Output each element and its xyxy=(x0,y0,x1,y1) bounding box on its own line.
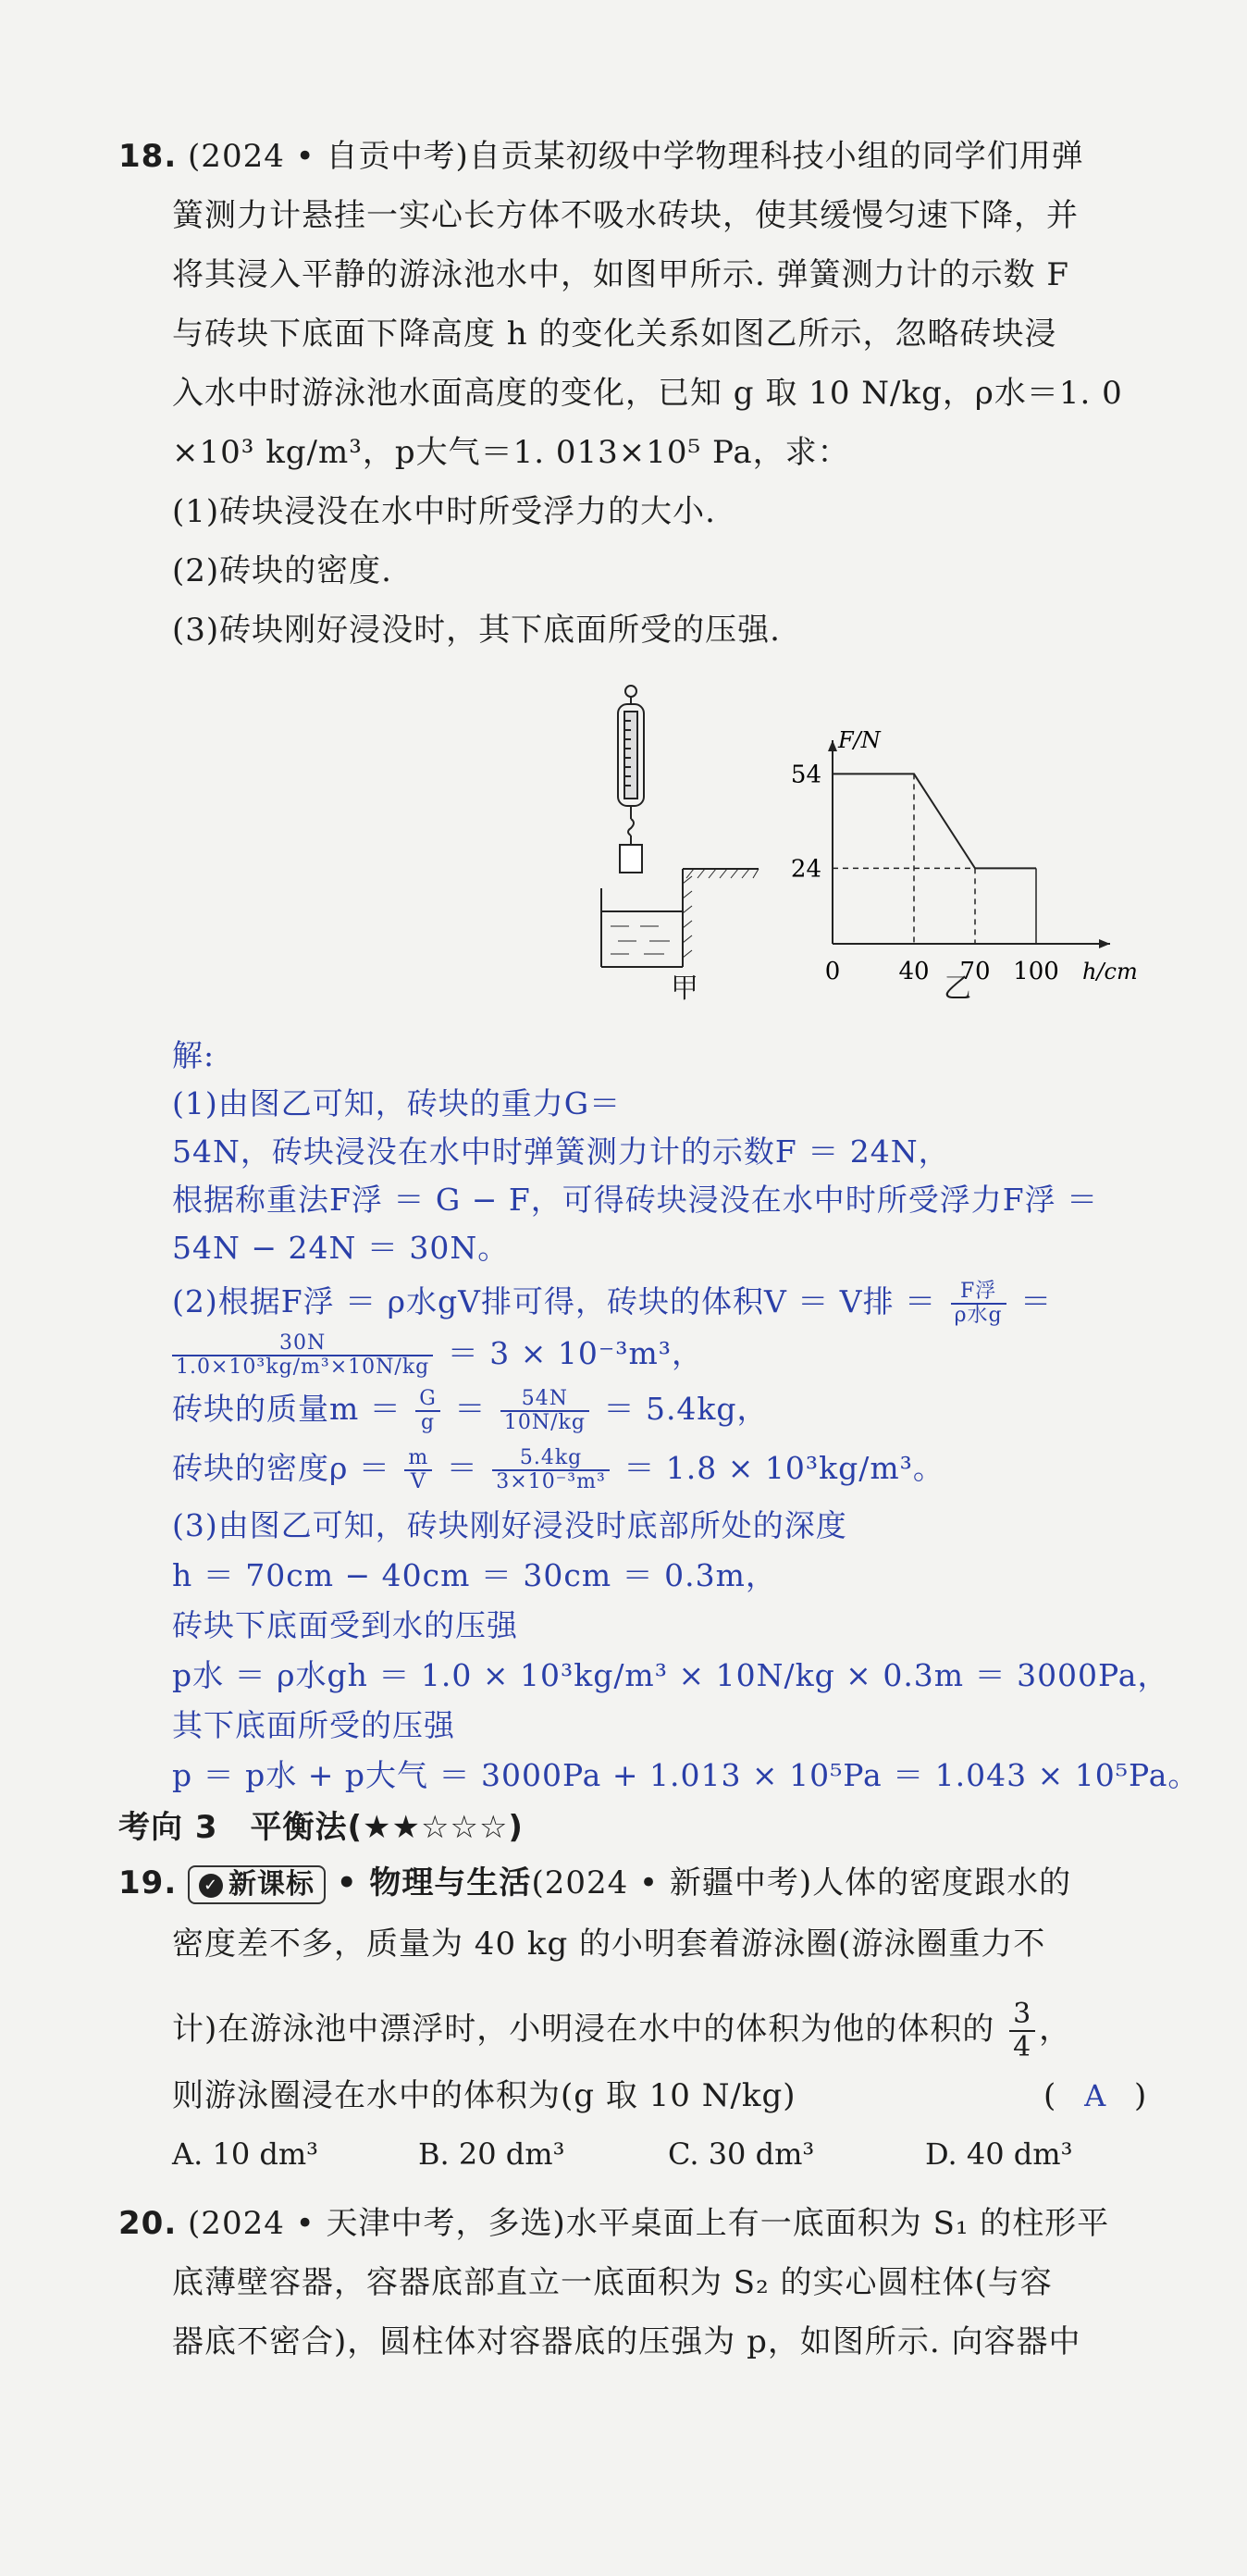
q19-answer-bracket xyxy=(1043,2076,1147,2115)
fraction-numerator: F浮 xyxy=(951,1281,1006,1305)
q19-option-b[interactable]: B. 20 dm³ xyxy=(418,2136,565,2172)
equals-sign: ＝ xyxy=(446,1450,478,1486)
density-label: 砖块的密度ρ ＝ xyxy=(172,1450,390,1486)
q19-answer: A xyxy=(1084,2078,1107,2113)
fraction-denominator: ρ水g xyxy=(954,1304,1003,1327)
solution-line-12: p水 ＝ ρ水gh ＝ 1.0 × 10³kg/m³ × 10N/kg × 0.3m ＝ 3000Pa， xyxy=(172,1657,1169,1693)
q20-line-3: 器底不密合)，圆柱体对容器底的压强为 p，如图所示. 向容器中 xyxy=(172,2323,1081,2360)
x-axis-label: h/cm xyxy=(1082,959,1138,985)
solution-line-1: (1)由图乙可知，砖块的重力G＝ xyxy=(172,1085,622,1121)
q20-text-1: (2024 • 天津中考，多选)水平桌面上有一底面积为 S₁ 的柱形平 xyxy=(188,2205,1110,2242)
y-tick-label: 54 xyxy=(790,761,821,789)
equals-sign: ＝ xyxy=(1020,1283,1053,1319)
q18-number: 18. xyxy=(118,138,178,175)
fraction-denominator: 10N/kg xyxy=(503,1411,586,1434)
solution-line-11: 砖块下底面受到水的压强 xyxy=(172,1607,518,1643)
q18-line-3: 将其浸入平静的游泳池水中，如图甲所示. 弹簧测力计的示数 F xyxy=(172,256,1070,293)
mass-result: ＝ 5.4kg， xyxy=(603,1391,769,1427)
q18-line-2: 簧测力计悬挂一实心长方体不吸水砖块，使其缓慢匀速下降，并 xyxy=(172,197,1079,234)
fraction-three-quarters xyxy=(1009,1999,1035,2063)
q19-option-a[interactable]: A. 10 dm³ xyxy=(172,2136,318,2172)
fraction-mass xyxy=(500,1388,589,1434)
q18-text-1: (2024 • 自贡中考)自贡某初级中学物理科技小组的同学们用弹 xyxy=(188,138,1084,175)
q19-text-1: (2024 • 新疆中考)人体的密度跟水的 xyxy=(531,1864,1072,1901)
section-3-title: 考向 3 平衡法(★★☆☆☆) xyxy=(118,1809,524,1846)
q18-line-6: ×10³ kg/m³，p大气＝1. 013×10⁵ Pa，求： xyxy=(172,434,850,471)
spring-scale-icon xyxy=(618,686,644,873)
fraction-denominator: 4 xyxy=(1013,2031,1032,2063)
q19-line-4: 则游泳圈浸在水中的体积为(g 取 10 N/kg) xyxy=(172,2077,796,2114)
x-axis-arrow-icon xyxy=(1099,939,1110,948)
solution-line-6 xyxy=(172,1332,703,1379)
solution-line-5 xyxy=(172,1281,1052,1327)
badge-label: 新课标 xyxy=(228,1868,315,1901)
equals-sign: ＝ xyxy=(454,1391,487,1427)
q19-text-3: 计)在游泳池中漂浮时，小明浸在水中的体积为他的体积的 xyxy=(172,2011,995,2048)
fraction-volume xyxy=(172,1332,433,1379)
q18-line-1 xyxy=(118,137,1084,176)
solution-line-8 xyxy=(172,1447,945,1493)
solution-line-9: (3)由图乙可知，砖块刚好浸没时底部所处的深度 xyxy=(172,1507,847,1543)
x-tick-label: 40 xyxy=(898,958,930,985)
comma: ， xyxy=(1039,2011,1072,2048)
q18-sub-2: (2)砖块的密度. xyxy=(172,552,392,589)
q19-line-2: 密度差不多，质量为 40 kg 的小明套着游泳圈(游泳圈重力不 xyxy=(172,1926,1046,1963)
new-curriculum-badge xyxy=(188,1865,326,1904)
solution-line-13: 其下底面所受的压强 xyxy=(172,1707,455,1743)
x-tick-label: 70 xyxy=(959,958,991,985)
fraction-numerator: 3 xyxy=(1009,1999,1035,2032)
paren-open: ( xyxy=(1043,2077,1057,2114)
q18-sub-1: (1)砖块浸没在水中时所受浮力的大小. xyxy=(172,493,716,530)
q18-line-5: 入水中时游泳池水面高度的变化，已知 g 取 10 N/kg，ρ水＝1. 0 xyxy=(172,375,1123,412)
q19-topic: • 物理与生活 xyxy=(336,1864,532,1901)
q18-sub-3: (3)砖块刚好浸没时，其下底面所受的压强. xyxy=(172,612,781,649)
solution-line-2: 54N，砖块浸没在水中时弹簧测力计的示数F ＝ 24N， xyxy=(172,1133,950,1170)
figure-jia-label: 甲 xyxy=(671,972,699,1005)
density-result: ＝ 1.8 × 10³kg/m³。 xyxy=(624,1450,945,1486)
data-line xyxy=(833,774,1036,868)
y-axis-label: F/N xyxy=(838,727,881,753)
fraction-m-over-v xyxy=(404,1447,432,1493)
fraction-buoyancy xyxy=(951,1281,1006,1327)
q19-number: 19. xyxy=(118,1864,178,1901)
y-axis-arrow-icon xyxy=(828,740,837,751)
q18-line-4: 与砖块下底面下降高度 h 的变化关系如图乙所示，忽略砖块浸 xyxy=(172,316,1057,353)
q19-option-d[interactable]: D. 40 dm³ xyxy=(925,2136,1073,2172)
solution-line-4: 54N − 24N ＝ 30N。 xyxy=(172,1230,510,1266)
q20-line-2: 底薄壁容器，容器底部直立一底面积为 S₂ 的实心圆柱体(与容 xyxy=(172,2264,1053,2301)
solution-line-6-result: ＝ 3 × 10⁻³m³， xyxy=(447,1335,704,1371)
x-tick-label: 100 xyxy=(1013,958,1059,985)
fraction-numerator: G xyxy=(415,1388,440,1412)
solution-line-5-text: (2)根据F浮 ＝ ρ水gV排可得，砖块的体积V ＝ V排 ＝ xyxy=(172,1283,937,1319)
figure-yi-chart xyxy=(777,722,1166,1009)
x-tick-label: 0 xyxy=(824,958,841,985)
q20-number: 20. xyxy=(118,2205,178,2242)
solution-line-10: h ＝ 70cm − 40cm ＝ 30cm ＝ 0.3m， xyxy=(172,1557,777,1593)
fraction-density xyxy=(492,1447,610,1493)
solution-head: 解: xyxy=(172,1037,216,1073)
q20-line-1 xyxy=(118,2204,1109,2243)
fraction-g-over-g xyxy=(415,1388,440,1434)
fraction-denominator: g xyxy=(421,1411,436,1434)
pool-icon xyxy=(601,869,759,967)
fraction-numerator: m xyxy=(404,1447,432,1471)
fraction-denominator: 1.0×10³kg/m³×10N/kg xyxy=(176,1356,430,1379)
y-tick-label: 24 xyxy=(790,855,821,884)
solution-line-7 xyxy=(172,1388,769,1434)
fraction-denominator: 3×10⁻³m³ xyxy=(496,1470,606,1493)
q19-line-3 xyxy=(172,1999,1071,2063)
figure-yi-label: 乙 xyxy=(944,972,972,1005)
solution-line-3: 根据称重法F浮 ＝ G − F，可得砖块浸没在水中时所受浮力F浮 ＝ xyxy=(172,1182,1099,1218)
fraction-numerator: 30N xyxy=(172,1332,433,1356)
fraction-denominator: V xyxy=(410,1470,426,1493)
fraction-numerator: 54N xyxy=(500,1388,589,1412)
q19-option-c[interactable]: C. 30 dm³ xyxy=(668,2136,815,2172)
check-icon: ✓ xyxy=(199,1874,223,1898)
solution-line-14: p ＝ p水 + p大气 ＝ 3000Pa + 1.013 × 10⁵Pa ＝ 1.043 × 10⁵Pa。 xyxy=(172,1757,1200,1793)
mass-label: 砖块的质量m ＝ xyxy=(172,1391,401,1427)
q19-line-1 xyxy=(118,1864,1071,1904)
fraction-numerator: 5.4kg xyxy=(492,1447,610,1471)
paren-close: ) xyxy=(1134,2077,1148,2114)
